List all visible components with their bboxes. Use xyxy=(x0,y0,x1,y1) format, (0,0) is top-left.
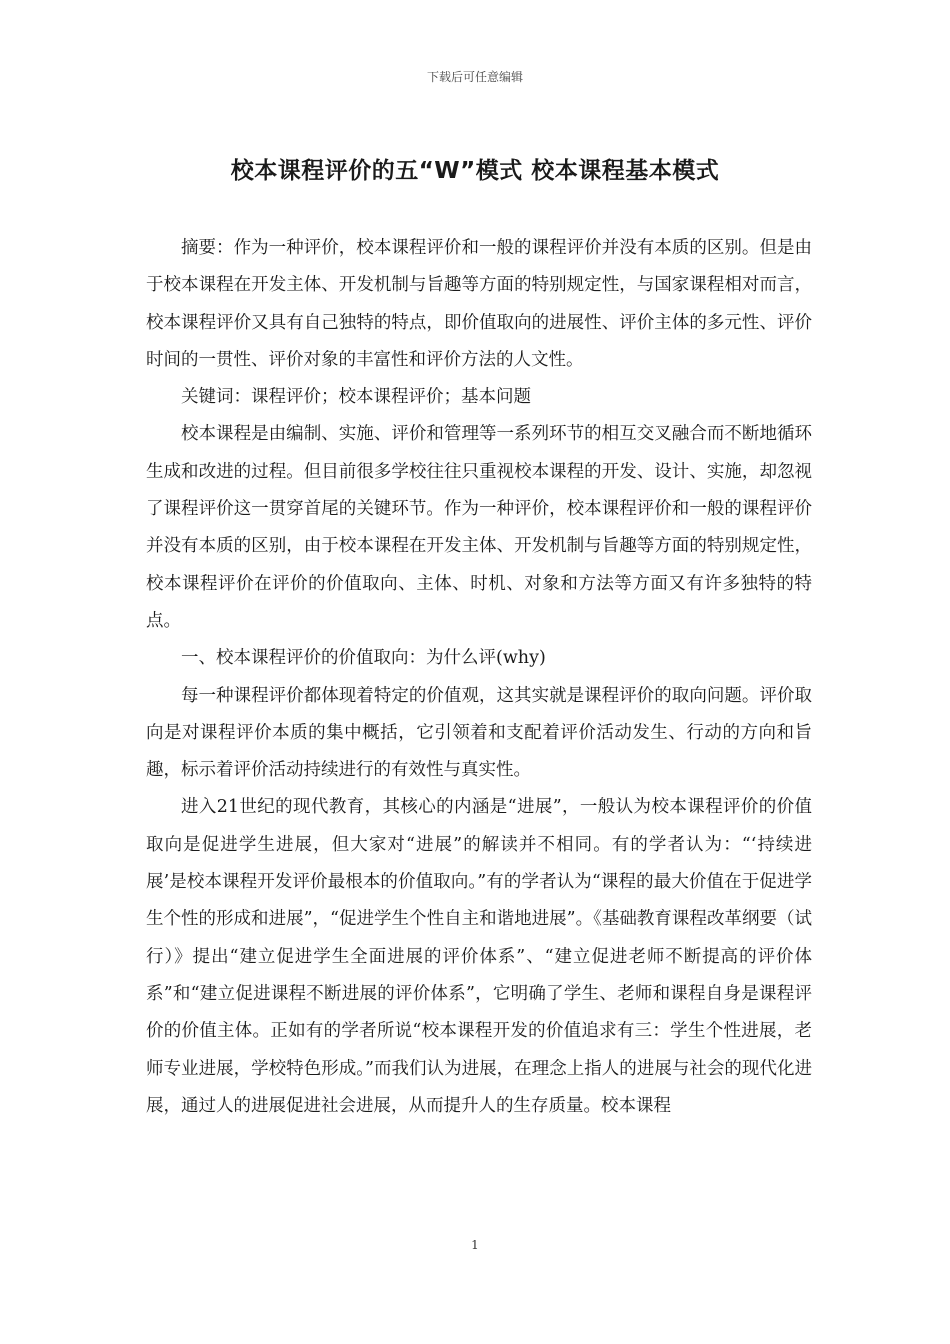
document-body xyxy=(146,230,812,1125)
page-number: 1 xyxy=(471,1238,479,1252)
abstract-paragraph: 摘要：作为一种评价，校本课程评价和一般的课程评价并没有本质的区别。但是由于校本课程在开发主体、开发机制与旨趣等方面的特别规定性，与国家课程相对而言，校本课程评价又具有自己独特的特点，即价值取向的进展性、评价主体的多元性、评价时间的一贯性、评价对象的丰富性和评价方法的人文性。 xyxy=(146,238,812,370)
body-paragraph: 每一种课程评价都体现着特定的价值观，这其实就是课程评价的取向问题。评价取向是对课程评价本质的集中概括，它引领着和支配着评价活动发生、行动的方向和旨趣，标示着评价活动持续进行的有效性与真实性。 xyxy=(146,685,812,781)
body-paragraph: 校本课程是由编制、实施、评价和管理等一系列环节的相互交叉融合而不断地循环生成和改进的过程。但目前很多学校往往只重视校本课程的开发、设计、实施，却忽视了课程评价这一贯穿首尾的关键环节。作为一种评价，校本课程评价和一般的课程评价并没有本质的区别，由于校本课程在开发主体、开发机制与旨趣等方面的特别规定性，校本课程评价在评价的价值取向、主体、时机、对象和方法等方面又有许多独特的特点。 xyxy=(146,424,812,631)
body-paragraph: 进入21世纪的现代教育，其核心的内涵是“进展”，一般认为校本课程评价的价值取向是促进学生进展，但大家对“进展”的解读并不相同。有的学者认为：“‘持续进展’是校本课程开发评价最根本的价值取向。”有的学者认为“课程的最大价值在于促进学生个性的形成和进展”，“促进学生个性自主和谐地进展”。《基础教育课程改革纲要（试行）》提出“建立促进学生全面进展的评价体系”、“建立促进老师不断提高的评价体系”和“建立促进课程不断进展的评价体系”，它明确了学生、老师和课程自身是课程评价的价值主体。正如有的学者所说“校本课程开发的价值追求有三：学生个性进展，老师专业进展，学校特色形成。”而我们认为进展，在理念上指人的进展与社会的现代化进展，通过人的进展促进社会进展，从而提升人的生存质量。校本课程 xyxy=(146,797,812,1116)
document-title: 校本课程评价的五“W”模式 校本课程基本模式 xyxy=(230,158,720,184)
header-note: 下载后可任意编辑 xyxy=(426,70,523,84)
section-heading: 一、校本课程评价的价值取向：为什么评(why) xyxy=(181,648,546,669)
keywords-paragraph: 关键词：课程评价；校本课程评价；基本问题 xyxy=(181,387,531,408)
